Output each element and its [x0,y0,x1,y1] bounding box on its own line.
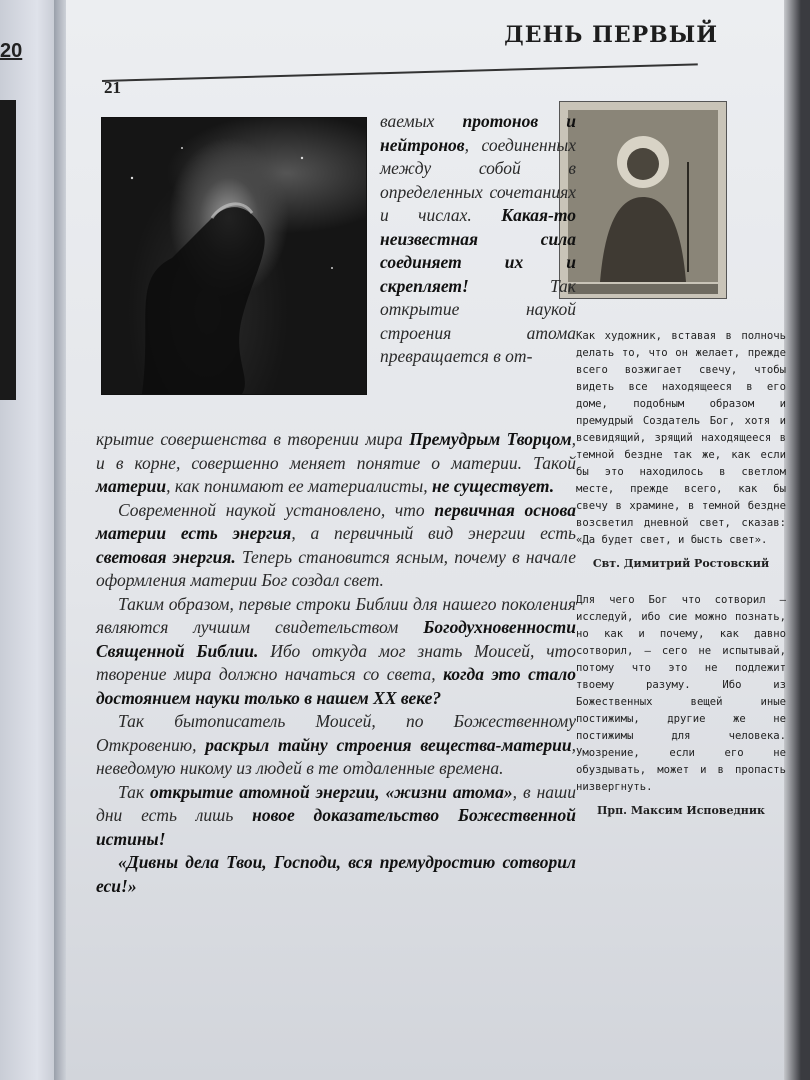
text-span-bold: Премудрым Творцом [409,429,572,449]
text-span-bold: материи [96,476,167,496]
running-title: ДЕНЬ ПЕРВЫЙ [504,22,718,48]
text-span-bold: Какая-то неизвестная сила соединяет их и скрепляет! [380,205,576,296]
text-span-bold: открытие атомной энергии, «жизни атома» [150,781,513,802]
text-span-bold: когда это стало достоянием науки только в нашем XX веке? [96,664,576,708]
paragraph [96,710,576,781]
text-span-bold: «Дивны дела Твои, Господи, вся премудростию сотворил еси!» [96,852,576,896]
saint-icon-illustration [560,102,726,298]
previous-page-image-edge [0,100,16,400]
header-rule [102,63,698,82]
text-span-bold: протонов и нейтронов [380,111,576,155]
saint-icon-image [560,102,726,298]
text-span-bold: раскрыл тайну строения вещества-материи [205,734,572,755]
paragraph [96,781,576,852]
nebula-illustration [102,118,366,394]
book-page [66,0,784,1080]
page-number: 21 [104,78,121,97]
text-span: , а первичный вид энергии есть [291,523,576,543]
text-span-bold: световая энергия. [96,546,236,567]
paragraph [96,499,576,593]
text-span: Теперь становится ясным, почему в начале оформления материи Бог создал свет. [96,546,576,590]
text-span: крытие совершенства в творении мира [96,429,410,449]
paragraph [96,428,576,499]
text-span: Современной наукой установлено, что [118,499,435,520]
quote-text: Как художник, вставая в полночь делать то, что он желает, прежде всего возжигает свечу, чтобы видеть все находящееся в его доме, подобным образом и премудрый Создатель Бог, хотя и всевидящий, зрящий находящееся в темной бездне так же, как если бы это находилось в светлом месте, прежде всего, как бы свечу в храмине, в темной бездне возсветил дневной свет, сказав: «Да будет свет, и бысть свет». [576,330,786,546]
text-span: Так бытописатель Моисей, по Божественному Откровению, [96,711,576,755]
text-beside-image [380,110,576,369]
text-span: , как понимают ее материалисты, [166,476,432,496]
text-span-bold: не существует. [432,476,555,496]
text-span-bold: новое доказательство Божественной истины! [96,805,576,849]
text-span: , неведомую никому из людей в те отдаленные времена. [96,734,576,778]
text-span: Так [118,781,151,802]
text-span: , соединенных между собой в определенных сочетаниях и числах. [380,134,576,225]
text-span: , и в корне, совершенно меняет понятие о материи. Такой [96,429,576,473]
sidebar-quotes [576,328,786,839]
text-span: Так открытие наукой строения атома превращается в от- [380,275,576,366]
text-span: Ибо откуда мог знать Моисей, что творение мира должно начаться со света, [96,640,576,684]
quote-text: Для чего Бог что сотворил — исследуй, ибо сие можно познать, но как и почему, как давно сотворил, — сего не испытывай, потому что это не подлежит твоему разуму. Ибо из Божественных вещей иные постижимы, другие же не постижимы для человека. Умозрение, если его не обуздывать, может и в пропасть низвергнуть. [576,594,786,793]
text-flow [96,428,576,898]
text-span-bold: первичная основа материи есть энергия [96,499,576,543]
text-span: ваемых [380,111,463,131]
text-span-bold: Богодухновенности Священной Библии. [96,617,576,661]
paragraph [96,593,576,711]
paragraph-beside-image [380,110,576,369]
previous-page-number: 20 [0,40,23,62]
quote-author: Свт. Димитрий Ростовский [592,557,770,570]
previous-page [0,0,62,1080]
nebula-photo [102,118,366,394]
closing-exclamation [96,851,576,898]
text-span: Таким образом, первые строки Библии для нашего поколения являются лучшим свидетельством [96,593,576,637]
text-span: , в наши дни есть лишь [96,781,576,825]
quote-author: Прп. Максим Исповедник [597,804,765,817]
